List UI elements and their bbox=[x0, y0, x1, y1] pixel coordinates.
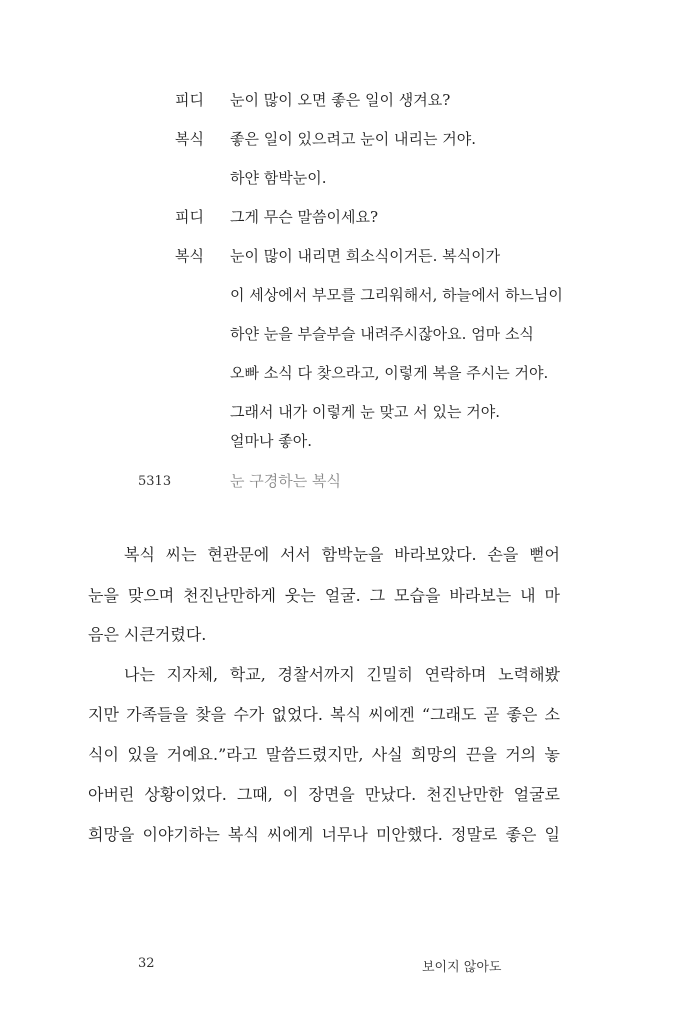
speaker-label: 피디 bbox=[175, 208, 204, 226]
dialogue-line: 오빠 소식 다 찾으라고, 이렇게 복을 주시는 거야. bbox=[230, 364, 549, 382]
dialogue-line: 눈이 많이 내리면 희소식이거든. 복식이가 bbox=[230, 247, 501, 265]
dialogue-line: 하얀 눈을 부슬부슬 내려주시잖아요. 엄마 소식 bbox=[230, 325, 534, 343]
book-title: 보이지 않아도 bbox=[422, 960, 502, 975]
dialogue-line: 얼마나 좋아. bbox=[230, 432, 312, 450]
speaker-label: 복식 bbox=[175, 247, 204, 265]
dialogue-line: 그래서 내가 이렇게 눈 맞고 서 있는 거야. bbox=[230, 403, 500, 421]
body-line: 눈을 맞으며 천진난만하게 웃는 얼굴. 그 모습을 바라보는 내 마 bbox=[88, 586, 560, 605]
body-line: 희망을 이야기하는 복식 씨에게 너무나 미안했다. 정말로 좋은 일 bbox=[88, 825, 560, 844]
dialogue-line: 하얀 함박눈이. bbox=[230, 169, 327, 187]
scene-number: 5313 bbox=[138, 474, 172, 489]
speaker-label: 복식 bbox=[175, 130, 204, 148]
body-line: 음은 시큰거렸다. bbox=[88, 625, 207, 644]
speaker-label: 피디 bbox=[175, 91, 204, 109]
body-line: 식이 있을 거예요.”라고 말씀드렸지만, 사실 희망의 끈을 거의 놓 bbox=[88, 745, 560, 764]
page-number: 32 bbox=[138, 956, 155, 971]
dialogue-line: 눈이 많이 오면 좋은 일이 생겨요? bbox=[230, 91, 451, 109]
body-line: 나는 지자체, 학교, 경찰서까지 긴밀히 연락하며 노력해봤 bbox=[124, 665, 560, 684]
body-line: 지만 가족들을 찾을 수가 없었다. 복식 씨에겐 “그래도 곧 좋은 소 bbox=[88, 705, 560, 724]
dialogue-line: 이 세상에서 부모를 그리워해서, 하늘에서 하느님이 bbox=[230, 286, 563, 304]
body-line: 복식 씨는 현관문에 서서 함박눈을 바라보았다. 손을 뻗어 bbox=[124, 545, 560, 564]
scene-caption: 눈 구경하는 복식 bbox=[230, 472, 341, 490]
body-line: 아버린 상황이었다. 그때, 이 장면을 만났다. 천진난만한 얼굴로 bbox=[88, 785, 560, 804]
dialogue-line: 그게 무슨 말씀이세요? bbox=[230, 208, 378, 226]
dialogue-line: 좋은 일이 있으려고 눈이 내리는 거야. bbox=[230, 130, 476, 148]
